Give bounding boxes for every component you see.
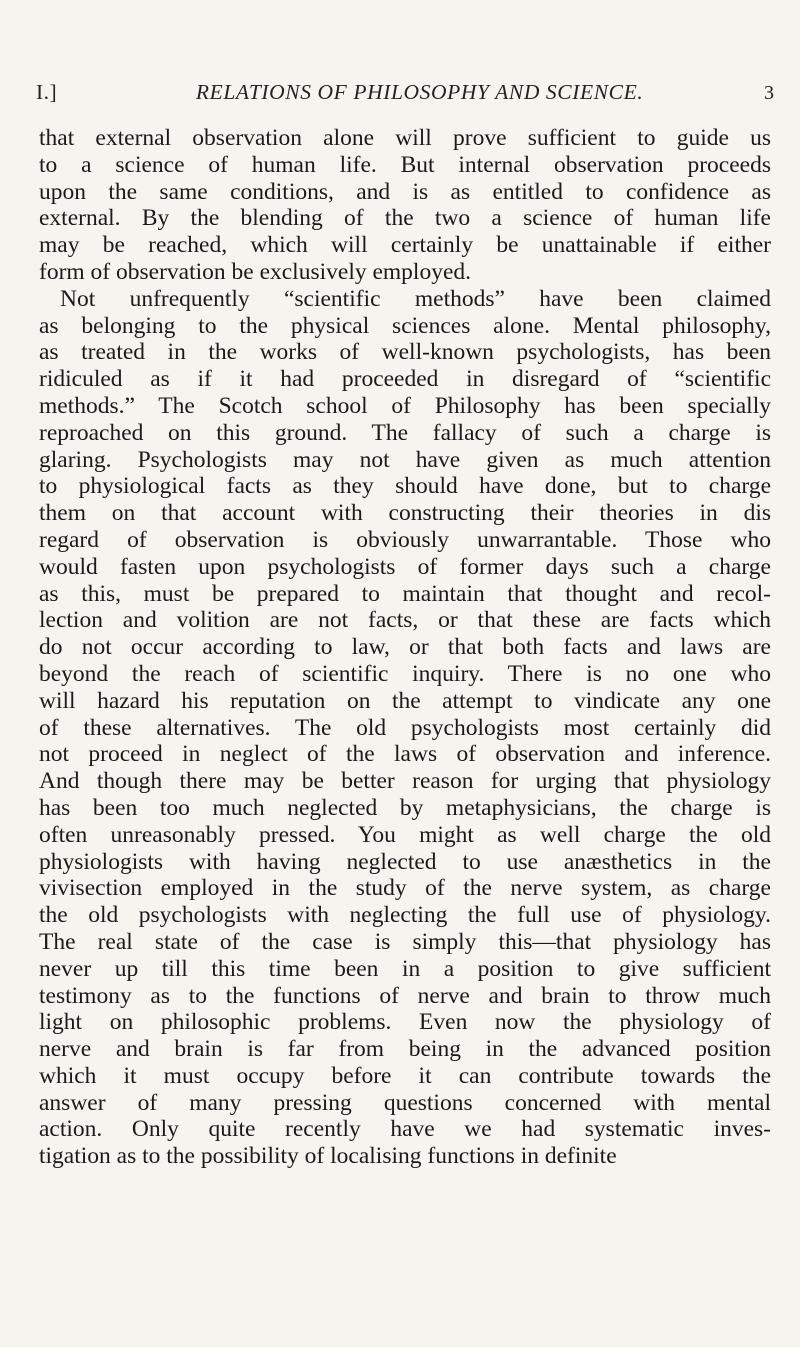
text-line: never up till this time been in a position to give sufficient [39, 955, 771, 982]
text-line: that external observation alone will prove sufficient to guide us [39, 125, 771, 151]
text-line: form of observation be exclusively employed. [39, 258, 472, 285]
text-line: methods.” The Scotch school of Philosophy has been specially [39, 392, 771, 419]
running-title: RELATIONS OF PHILOSOPHY AND SCIENCE. [195, 80, 644, 104]
text-line: regard of observation is obviously unwarrantable. Those who [39, 526, 771, 553]
text-line: answer of many pressing questions concerned with mental [39, 1089, 771, 1116]
text-line: of these alternatives. The old psychologists most certainly did [39, 714, 771, 741]
text-line: to physiological facts as they should have done, but to charge [39, 473, 771, 500]
text-line: ridiculed as if it had proceeded in disregard of “scientific [39, 366, 771, 393]
text-line: beyond the reach of scientific inquiry. There is no one who [39, 660, 771, 687]
text-line: which it must occupy before it can contribute towards the [39, 1062, 771, 1089]
page-number: 3 [764, 82, 774, 104]
text-line: action. Only quite recently have we had systematic inves- [39, 1116, 771, 1143]
text-line: them on that account with constructing their theories in dis [39, 500, 771, 527]
running-head [36, 80, 774, 114]
text-line: has been too much neglected by metaphysicians, the charge is [39, 794, 771, 821]
text-line: tigation as to the possibility of localising functions in definite [39, 1143, 617, 1170]
text-line: The real state of the case is simply this—that physiology has [39, 928, 771, 955]
text-line: reproached on this ground. The fallacy of such a charge is [39, 419, 771, 446]
text-line: may be reached, which will certainly be unattainable if either [39, 232, 771, 259]
text-line: as belonging to the physical sciences alone. Mental philosophy, [39, 312, 771, 339]
text-line: often unreasonably pressed. You might as well charge the old [39, 821, 771, 848]
text-line: upon the same conditions, and is as entitled to confidence as [39, 178, 771, 205]
chapter-marker: I.] [36, 80, 58, 104]
text-line: would fasten upon psychologists of former days such a charge [39, 553, 771, 580]
text-line: And though there may be better reason for urging that physiology [39, 768, 771, 795]
text-line: as treated in the works of well-known psychologists, has been [39, 339, 771, 366]
text-line: not proceed in neglect of the laws of observation and inference. [39, 741, 771, 768]
text-line: lection and volition are not facts, or that these are facts which [39, 607, 771, 634]
text-line: will hazard his reputation on the attempt to vindicate any one [39, 687, 771, 714]
text-line: the old psychologists with neglecting the full use of physiology. [39, 902, 771, 929]
text-line: glaring. Psychologists may not have given as much attention [39, 446, 771, 473]
text-line: testimony as to the functions of nerve and brain to throw much [39, 982, 771, 1009]
text-line: nerve and brain is far from being in the advanced position [39, 1036, 771, 1063]
text-line: light on philosophic problems. Even now the physiology of [39, 1009, 771, 1036]
text-line: Not unfrequently “scientific methods” have been claimed [60, 285, 771, 312]
text-line: vivisection employed in the study of the nerve system, as charge [39, 875, 771, 902]
text-line: to a science of human life. But internal observation proceeds [39, 151, 771, 178]
body-text [39, 125, 771, 1170]
text-line: external. By the blending of the two a science of human life [39, 205, 771, 232]
text-line: do not occur according to law, or that both facts and laws are [39, 634, 771, 661]
text-line: as this, must be prepared to maintain that thought and recol- [39, 580, 771, 607]
text-line: physiologists with having neglected to use anæsthetics in the [39, 848, 771, 875]
